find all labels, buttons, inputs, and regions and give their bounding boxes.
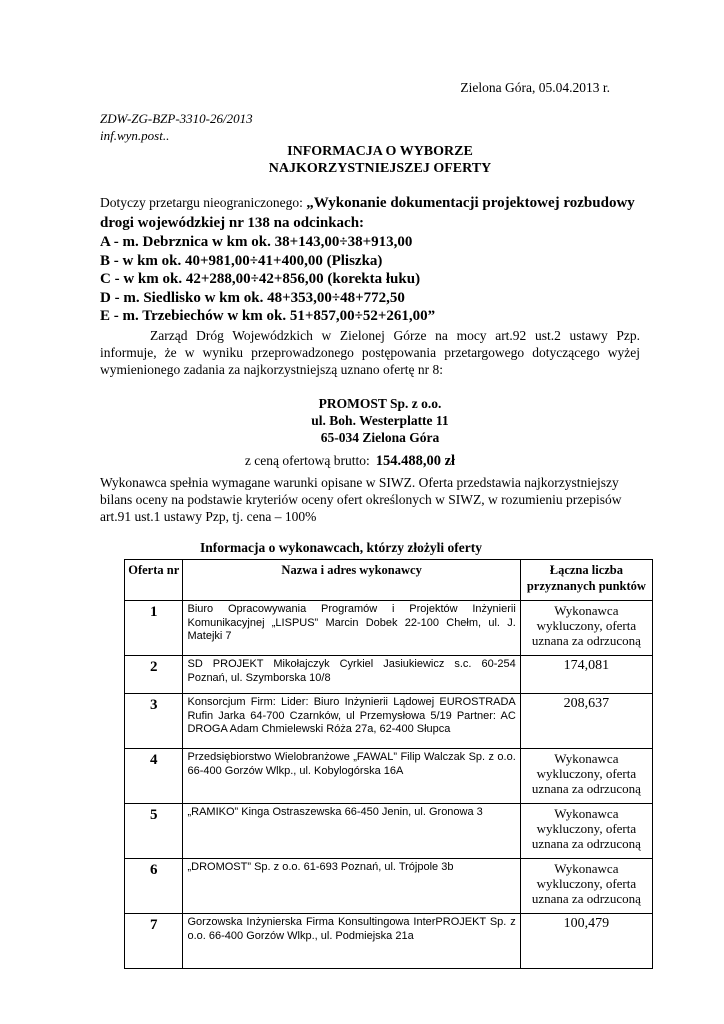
table-row: [125, 656, 653, 694]
title-line-1: INFORMACJA O WYBORZE: [287, 144, 473, 159]
intro-paragraph: Zarząd Dróg Wojewódzkich w Zielonej Górze na mocy art.92 ust.2 ustawy Pzp. informuje, że w wyniku przeprowadzonego postępowania przetargowego dotyczącego wyżej wymienionego zadania za najkorzystniejszą uznano ofertę nr 8:: [100, 328, 640, 377]
offer-number: 7: [125, 914, 183, 969]
table-caption: Informacja o wykonawcach, którzy złożyli oferty: [200, 540, 482, 555]
offer-points: Wykonawca wykluczony, oferta uznana za odrzuconą: [520, 804, 652, 859]
offer-points: Wykonawca wykluczony, oferta uznana za odrzuconą: [520, 601, 652, 656]
document-date: Zielona Góra, 05.04.2013 r.: [460, 80, 610, 95]
contractor-name: Przedsiębiorstwo Wielobranżowe „FAWAL” Filip Walczak Sp. z o.o. 66-400 Gorzów Wlkp., ul. Kobylogórska 16A: [183, 749, 520, 804]
table-row: [125, 859, 653, 914]
title-line-2: NAJKORZYSTNIEJSZEJ OFERTY: [268, 161, 492, 176]
subject-section-d: D - m. Siedlisko w km ok. 48+353,00÷48+772,50: [100, 289, 405, 306]
offers-table: [124, 559, 653, 969]
winner-street: ul. Boh. Westerplatte 11: [311, 413, 449, 428]
table-row: [125, 749, 653, 804]
contractor-name: „RAMIKO” Kinga Ostraszewska 66-450 Jenin, ul. Gronowa 3: [183, 804, 520, 859]
price-amount: 154.488,00 zł: [375, 453, 456, 469]
subject-title: „Wykonanie dokumentacji projektowej rozbudowy drogi wojewódzkiej nr 138 na odcinkach:: [100, 195, 635, 231]
offer-number: 4: [125, 749, 183, 804]
offer-points: Wykonawca wykluczony, oferta uznana za odrzuconą: [520, 859, 652, 914]
price-line: [0, 453, 700, 470]
header-points: Łączna liczba przyznanych punktów: [520, 560, 652, 601]
offer-number: 6: [125, 859, 183, 914]
offer-points: 208,637: [520, 694, 652, 749]
table-row: [125, 601, 653, 656]
contractor-name: Gorzowska Inżynierska Firma Konsultingowa InterPROJEKT Sp. z o.o. 66-400 Gorzów Wlkp., ul. Podmiejska 21a: [183, 914, 520, 969]
subject-section-e: E - m. Trzebiechów w km ok. 51+857,00÷52+261,00”: [100, 308, 436, 324]
offer-points: Wykonawca wykluczony, oferta uznana za odrzuconą: [520, 749, 652, 804]
contractor-name: „DROMOST” Sp. z o.o. 61-693 Poznań, ul. Trójpole 3b: [183, 859, 520, 914]
table-header-row: [125, 560, 653, 601]
subject-section-c: C - w km ok. 42+288,00÷42+856,00 (korekta łuku): [100, 271, 421, 287]
table-row: [125, 914, 653, 969]
offer-number: 5: [125, 804, 183, 859]
subject-section-a: A - m. Debrznica w km ok. 38+143,00÷38+913,00: [100, 234, 413, 250]
offer-number: 2: [125, 656, 183, 694]
offer-number: 1: [125, 601, 183, 656]
subject-section-b: B - w km ok. 40+981,00÷41+400,00 (Pliszka): [100, 252, 383, 269]
justification-paragraph: Wykonawca spełnia wymagane warunki opisane w SIWZ. Oferta przedstawia najkorzystniejszy bilans oceny na podstawie kryteriów oceny ofert określonych w SIWZ, w rozumieniu przepisów art.91 ust.1 ustawy Pzp, tj. cena – 100%: [100, 475, 622, 524]
offer-number: 3: [125, 694, 183, 749]
document-title: [0, 143, 724, 177]
offer-points: 174,081: [520, 656, 652, 694]
contractor-name: Konsorcjum Firm: Lider: Biuro Inżynierii Lądowej EUROSTRADA Rufin Jarka 64-700 Czarnków, ul Przemysłowa 5/19 Partner: AC DROGA Adam Chmielewski Róża 27a, 62-400 Słupca: [183, 694, 520, 749]
price-label: z ceną ofertową brutto:: [244, 453, 370, 468]
contractor-name: Biuro Opracowywania Programów i Projektów Inżynierii Komunikacyjnej „LISPUS” Marcin Dobek 22-100 Chełm, ul. J. Matejki 7: [183, 601, 520, 656]
winner-name: PROMOST Sp. z o.o.: [318, 396, 442, 411]
reference-note: inf.wyn.post..: [100, 128, 170, 143]
reference-block: [100, 110, 253, 144]
table-row: [125, 694, 653, 749]
contractor-name: SD PROJEKT Mikołajczyk Cyrkiel Jasiukiewicz s.c. 60-254 Poznań, ul. Szymborska 10/8: [183, 656, 520, 694]
header-offer-nr: Oferta nr: [125, 560, 183, 601]
winner-city: 65-034 Zielona Góra: [320, 430, 440, 445]
table-row: [125, 804, 653, 859]
reference-number: ZDW-ZG-BZP-3310-26/2013: [100, 111, 253, 126]
subject-block: [100, 194, 640, 326]
winner-block: [0, 395, 724, 446]
header-contractor: Nazwa i adres wykonawcy: [183, 560, 520, 601]
offer-points: 100,479: [520, 914, 652, 969]
subject-prefix: Dotyczy przetargu nieograniczonego:: [100, 195, 307, 210]
